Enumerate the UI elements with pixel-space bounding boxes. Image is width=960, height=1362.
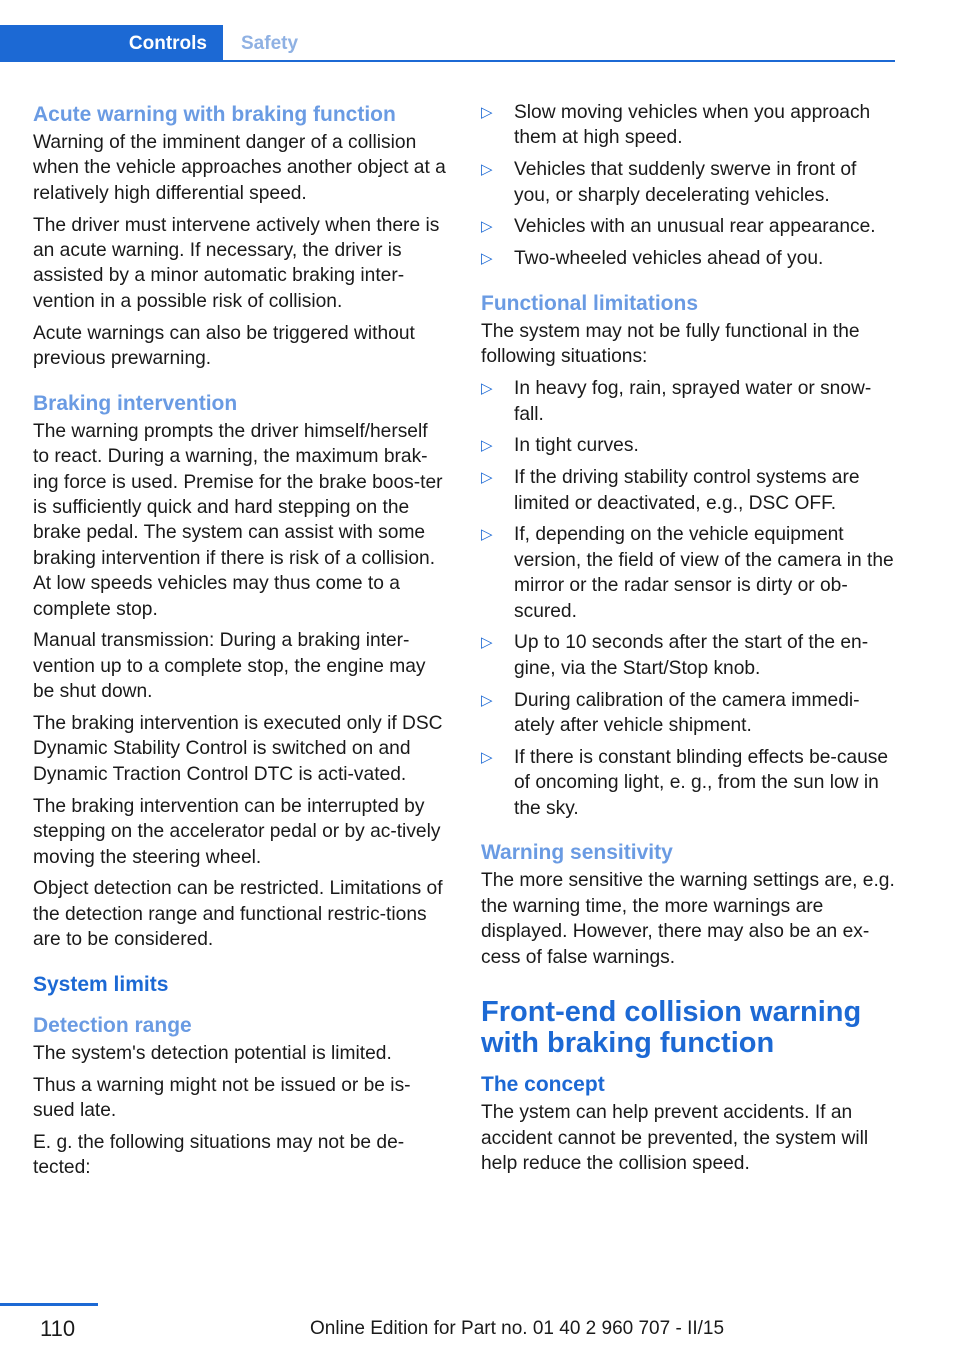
header-tabs: [0, 25, 895, 62]
paragraph: Thus a warning might not be issued or be is-sued late.: [33, 1074, 411, 1122]
header-rule: [223, 60, 895, 62]
functional-list: [481, 376, 895, 827]
triangle-right-icon: ▷: [481, 691, 493, 709]
list-item: ▷ If, depending on the vehicle equipment version, the field of view of the camera in the mirror or the radar sensor is dirty or ob-scured.: [481, 524, 894, 622]
paragraph: The warning prompts the driver himself/herself to react. During a warning, the maximum brak-ing force is used. Premise for the brake boos-ter is sufficiently quick and hard stepping on the brake pedal. The system can assist with some braking intervention if there is risk of a collision. At low speeds vehicles may thus come to a complete stop.: [33, 420, 443, 620]
tab-safety[interactable]: Safety: [241, 32, 299, 54]
list-item: ▷ Slow moving vehicles when you approach them at high speed.: [481, 102, 871, 149]
heading-warning-sensitivity: Warning sensitivity: [481, 841, 673, 865]
list-item: ▷ If there is constant blinding effects be-cause of oncoming light, e. g., from the sun low in the sky.: [481, 746, 889, 819]
triangle-right-icon: ▷: [481, 634, 493, 652]
paragraph: The system's detection potential is limited.: [33, 1042, 392, 1064]
paragraph: Warning of the imminent danger of a collision when the vehicle approaches another object at a relatively high differential speed.: [33, 132, 446, 204]
heading-functional-limitations: Functional limitations: [481, 292, 699, 315]
triangle-right-icon: ▷: [481, 437, 493, 455]
paragraph: The braking intervention can be interrupted by stepping on the accelerator pedal or by ac-tively moving the steering wheel.: [33, 795, 441, 868]
paragraph: The system may not be fully functional in the following situations:: [481, 321, 860, 368]
paragraph: E. g. the following situations may not be de-tected:: [33, 1131, 405, 1179]
paragraph: Object detection can be restricted. Limitations of the detection range and functional restric-tions are to be considered.: [33, 878, 443, 951]
triangle-right-icon: ▷: [481, 748, 493, 766]
heading-braking-intervention: Braking intervention: [33, 391, 238, 415]
triangle-right-icon: ▷: [481, 526, 493, 544]
paragraph: The braking intervention is executed only if DSC Dynamic Stability Control is switched on and Dynamic Traction Control DTC is acti-vated.: [33, 713, 443, 785]
list-item: ▷ Up to 10 seconds after the start of the en-gine, via the Start/Stop knob.: [481, 632, 869, 679]
list-item: ▷ In tight curves.: [481, 433, 895, 465]
heading-acute-warning: Acute warning with braking function: [33, 103, 396, 126]
paragraph: Manual transmission: During a braking inter-vention up to a complete stop, the engine may be shut down.: [33, 630, 426, 703]
paragraph: The ystem can help prevent accidents. If an accident cannot be prevented, the system will help reduce the collision speed.: [481, 1102, 869, 1175]
list-item: ▷ During calibration of the camera immedi-ately after vehicle shipment.: [481, 689, 860, 737]
heading-detection-range: Detection range: [33, 1013, 192, 1037]
triangle-right-icon: ▷: [481, 218, 493, 236]
page-number: 110: [40, 1316, 76, 1341]
list-item: ▷ Two-wheeled vehicles ahead of you.: [481, 246, 895, 278]
triangle-right-icon: ▷: [481, 250, 493, 268]
paragraph: Acute warnings can also be triggered without previous prewarning.: [33, 322, 415, 370]
list-item: ▷ Vehicles that suddenly swerve in front of you, or sharply decelerating vehicles.: [481, 159, 857, 206]
triangle-right-icon: ▷: [481, 469, 493, 487]
edition-text: Online Edition for Part no. 01 40 2 960 707 - II/15: [310, 1318, 725, 1339]
heading-system-limits: System limits: [33, 972, 169, 996]
detection-list: [481, 100, 895, 278]
triangle-right-icon: ▷: [481, 161, 493, 179]
right-column: [481, 100, 895, 1183]
heading-the-concept: The concept: [481, 1073, 605, 1097]
list-item: ▷ If the driving stability control systems are limited or deactivated, e.g., DSC OFF.: [481, 467, 860, 514]
triangle-right-icon: ▷: [481, 380, 493, 398]
triangle-right-icon: ▷: [481, 104, 493, 121]
footer-rule: [0, 1303, 98, 1306]
paragraph: The driver must intervene actively when there is an acute warning. If necessary, the driver is assisted by a minor automatic braking inter-vention in a possible risk of collision.: [33, 214, 440, 312]
heading-front-end-collision: Front-end collision warning with braking function: [481, 996, 862, 1060]
left-column: [33, 100, 448, 1187]
list-item: ▷ Vehicles with an unusual rear appearance.: [481, 214, 895, 246]
tab-controls[interactable]: Controls: [0, 25, 223, 62]
list-item: ▷ In heavy fog, rain, sprayed water or snow-fall.: [481, 378, 872, 425]
paragraph: The more sensitive the warning settings are, e.g. the warning time, the more warnings are displayed. However, there may also be an ex-cess of false warnings.: [481, 870, 895, 968]
